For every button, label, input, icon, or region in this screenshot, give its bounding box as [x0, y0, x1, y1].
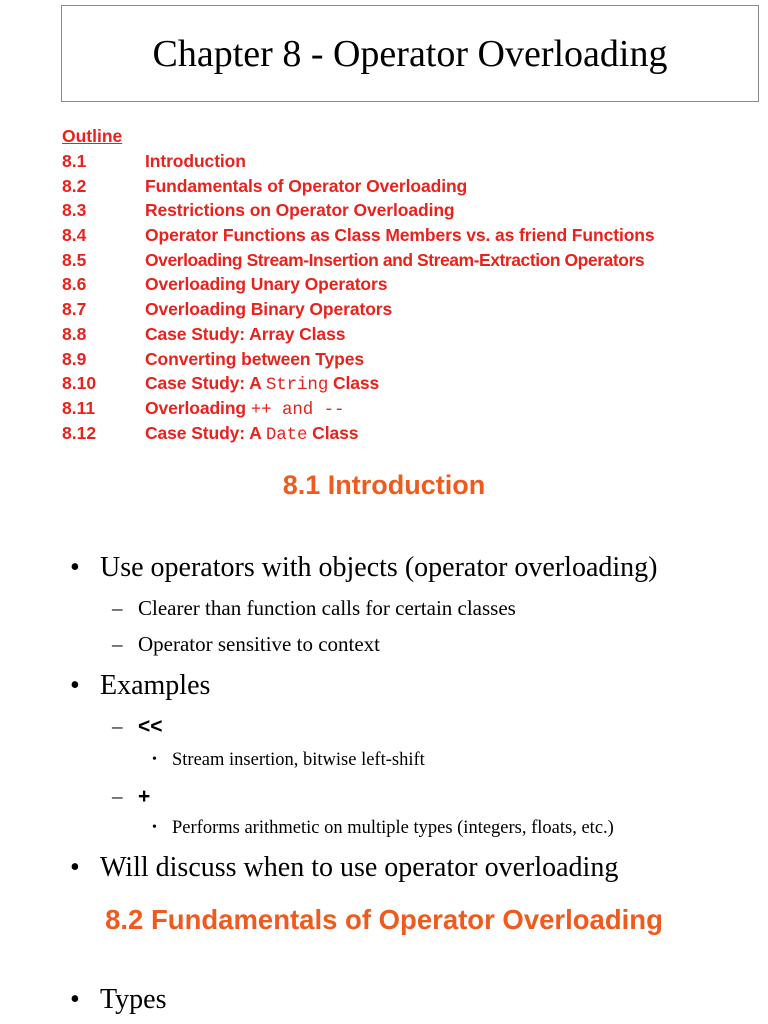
section-title-introduction: 8.1 Introduction	[282, 470, 486, 500]
example-operator: <<	[138, 715, 163, 738]
outline-item-number: 8.4	[62, 225, 87, 246]
example-description: Stream insertion, bitwise left-shift	[172, 750, 425, 770]
outline-item-text: Overloading Unary Operators	[145, 274, 388, 295]
outline-item	[62, 297, 768, 322]
sub-bullet-clearer	[112, 596, 516, 621]
bullet-will-discuss	[70, 852, 618, 884]
example-shift-operator	[112, 714, 163, 739]
outline-item-text: Overloading Stream-Insertion and Stream-Extraction Operators	[145, 249, 645, 270]
example-plus-description	[152, 818, 614, 839]
outline-item	[62, 421, 768, 446]
dash-glyph: –	[112, 632, 123, 656]
outline-item-text-post: Class	[307, 422, 359, 443]
outline-item	[62, 347, 768, 372]
outline-item-number: 8.12	[62, 422, 97, 443]
outline-item-text: Introduction	[145, 151, 246, 171]
bullet-text: Types	[100, 984, 167, 1015]
section-title-fundamentals: 8.2 Fundamentals of Operator Overloading	[105, 904, 663, 935]
bullet-glyph: •	[70, 670, 80, 701]
outline-item-number: 8.11	[62, 397, 96, 418]
bullet-text: Will discuss when to use operator overloading	[100, 852, 619, 883]
outline-item-number: 8.1	[62, 151, 87, 171]
outline-item-number: 8.9	[62, 348, 87, 369]
outline-item-number: 8.6	[62, 274, 87, 295]
outline-item-code: Date	[265, 424, 308, 445]
outline-item	[62, 396, 768, 421]
outline-item-text-pre: Case Study: A	[145, 373, 266, 394]
example-plus-operator	[112, 784, 150, 809]
outline-item-text	[145, 396, 344, 421]
outline-item-text-post: Class	[328, 373, 380, 394]
bullet-use-operators	[70, 552, 657, 584]
outline-item-text	[145, 371, 379, 396]
outline-item-number: 8.5	[62, 249, 87, 270]
outline-item-number: 8.10	[62, 373, 97, 394]
outline-item-text-pre: Overloading	[145, 397, 251, 418]
bullet-glyph: •	[70, 552, 80, 583]
dash-glyph: –	[112, 784, 123, 808]
bullet-types	[70, 984, 166, 1016]
outline-item	[62, 272, 768, 297]
outline-item	[62, 174, 768, 199]
outline-item-text-pre: Case Study: A	[145, 422, 266, 443]
outline-item-number: 8.2	[62, 175, 87, 196]
bullet-examples	[70, 670, 210, 702]
outline-item	[62, 223, 768, 248]
outline-item-text: Restrictions on Operator Overloading	[145, 200, 455, 221]
outline-item	[62, 371, 768, 396]
example-shift-description	[152, 750, 425, 771]
sub-bullet-text: Clearer than function calls for certain classes	[138, 596, 516, 620]
slide-introduction	[0, 470, 768, 883]
chapter-title: Chapter 8 - Operator Overloading	[152, 32, 668, 75]
outline-item-code: String	[265, 375, 329, 396]
example-operator: +	[138, 785, 151, 808]
outline-item	[62, 322, 768, 347]
outline-item-text-post: and --	[271, 399, 345, 420]
sub-bullet-text: Operator sensitive to context	[138, 632, 381, 656]
outline-item-code: ++	[250, 399, 272, 420]
outline-item-number: 8.7	[62, 299, 87, 320]
outline-item	[62, 248, 768, 273]
bullet-glyph: •	[152, 820, 157, 835]
outline-item-text: Converting between Types	[145, 348, 364, 369]
outline-item-number: 8.8	[62, 323, 87, 344]
outline-list	[62, 124, 768, 445]
outline-item-text	[145, 421, 358, 446]
bullet-glyph: •	[70, 852, 80, 883]
sub-bullet-context	[112, 632, 380, 657]
outline-item-text: Operator Functions as Class Members vs. as friend Functions	[145, 225, 655, 246]
chapter-title-box	[61, 5, 759, 102]
example-description: Performs arithmetic on multiple types (integers, floats, etc.)	[172, 818, 614, 838]
outline-item-text: Case Study: Array Class	[145, 323, 346, 344]
outline-heading: Outline	[62, 126, 123, 146]
bullet-glyph: •	[70, 984, 80, 1015]
outline-item-number: 8.3	[62, 200, 87, 221]
bullet-text: Examples	[100, 670, 211, 701]
outline-item-text: Fundamentals of Operator Overloading	[145, 175, 468, 196]
dash-glyph: –	[112, 714, 123, 738]
bullet-text: Use operators with objects (operator overloading)	[100, 552, 658, 583]
outline-item	[62, 149, 768, 174]
bullet-glyph: •	[152, 752, 157, 767]
outline-item-text: Overloading Binary Operators	[145, 299, 393, 320]
outline-item	[62, 198, 768, 223]
dash-glyph: –	[112, 596, 123, 620]
